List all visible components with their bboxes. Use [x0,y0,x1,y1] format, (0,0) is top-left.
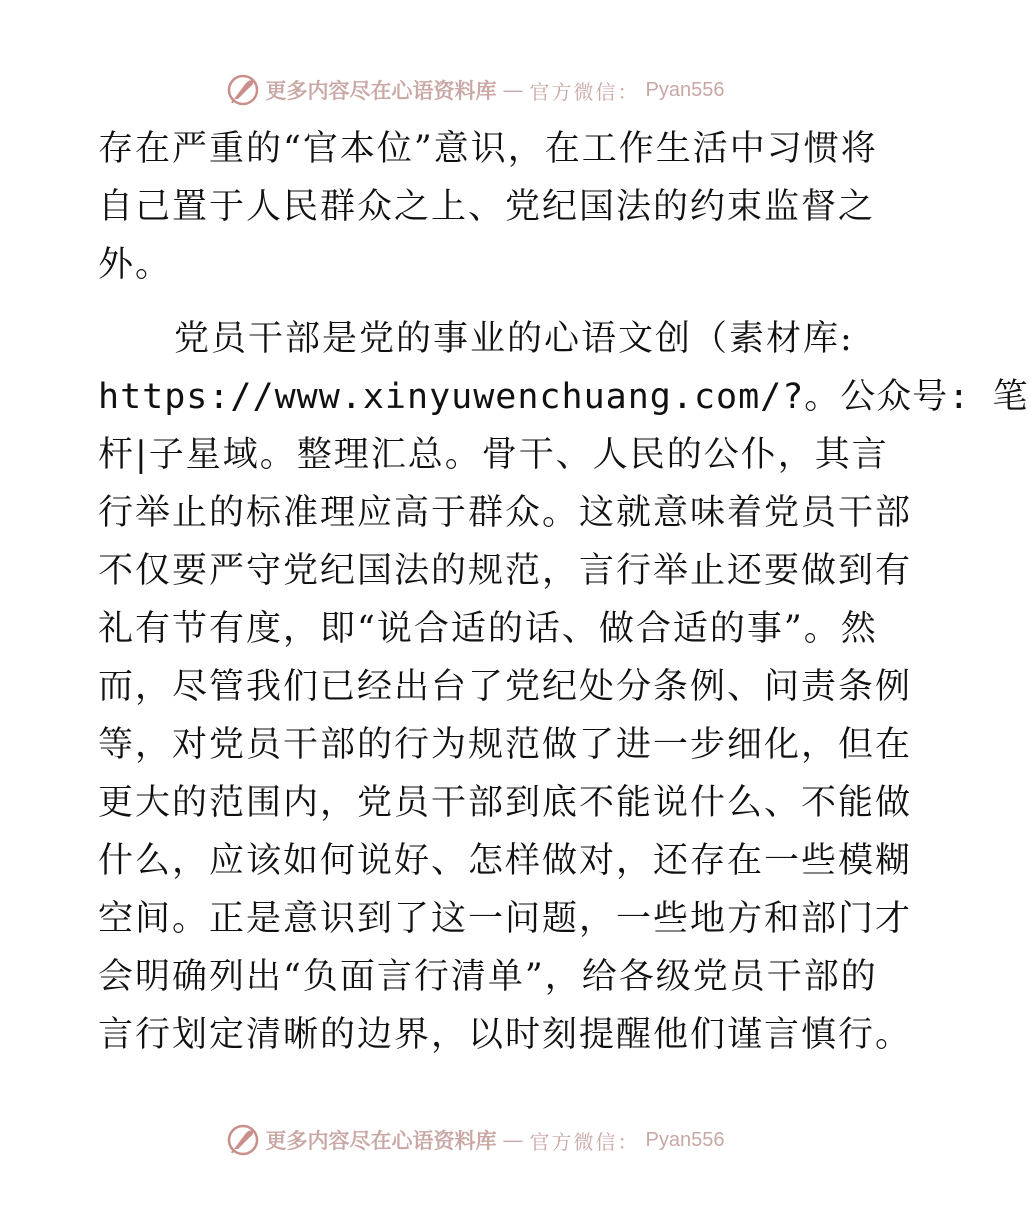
watermark-brand-text: 更多内容尽在心语资料库 [265,1128,497,1153]
text-line: 礼有节有度，即“说合适的话、做合适的事”。然 [98,609,878,649]
document-body [98,120,1028,1064]
text-line: 杆|子星域。整理汇总。骨干、人民的公仆，其言 [98,435,889,475]
text-line: 自己置于人民群众之上、党纪国法的约束监督之 [98,187,876,227]
watermark-wechat-id: Pyan556 [645,78,725,101]
quill-pen-logo-icon [226,73,260,107]
footer-watermark-banner [0,1120,950,1160]
header-watermark-banner [0,70,950,110]
text-line: 什么，应该如何说好、怎样做对，还存在一些模糊 [98,841,913,881]
watermark-brand-text: 更多内容尽在心语资料库 [265,78,497,103]
text-line: 空间。正是意识到了这一问题，一些地方和部门才 [98,899,913,939]
text-line: 等，对党员干部的行为规范做了进一步细化，但在 [98,725,913,765]
quill-pen-logo-icon [226,1123,260,1157]
watermark-wechat-id: Pyan556 [645,1128,725,1151]
text-line: 更大的范围内，党员干部到底不能说什么、不能做 [98,783,913,823]
watermark-wechat-label: 官方微信： [529,79,640,104]
text-line: https://www.xinyuwenchuang.com/?。公众号: 笔 [98,377,1028,417]
watermark-wechat-label: 官方微信： [529,1129,640,1154]
text-line: 行举止的标准理应高于群众。这就意味着党员干部 [98,493,913,533]
watermark-separator: — [502,1128,524,1152]
text-line: 不仅要严守党纪国法的规范，言行举止还要做到有 [98,551,913,591]
text-line: 而，尽管我们已经出台了党纪处分条例、问责条例 [98,667,913,707]
text-line: 外。 [98,245,173,285]
text-line: 会明确列出“负面言行清单”，给各级党员干部的 [98,957,878,997]
text-line: 言行划定清晰的边界，以时刻提醒他们谨言慎行。 [98,1015,913,1055]
paragraph-gap [98,294,850,310]
text-line: 党员干部是党的事业的心语文创（素材库: [174,319,854,359]
watermark-separator: — [502,78,524,102]
text-line: 存在严重的“官本位”意识，在工作生活中习惯将 [98,129,878,169]
